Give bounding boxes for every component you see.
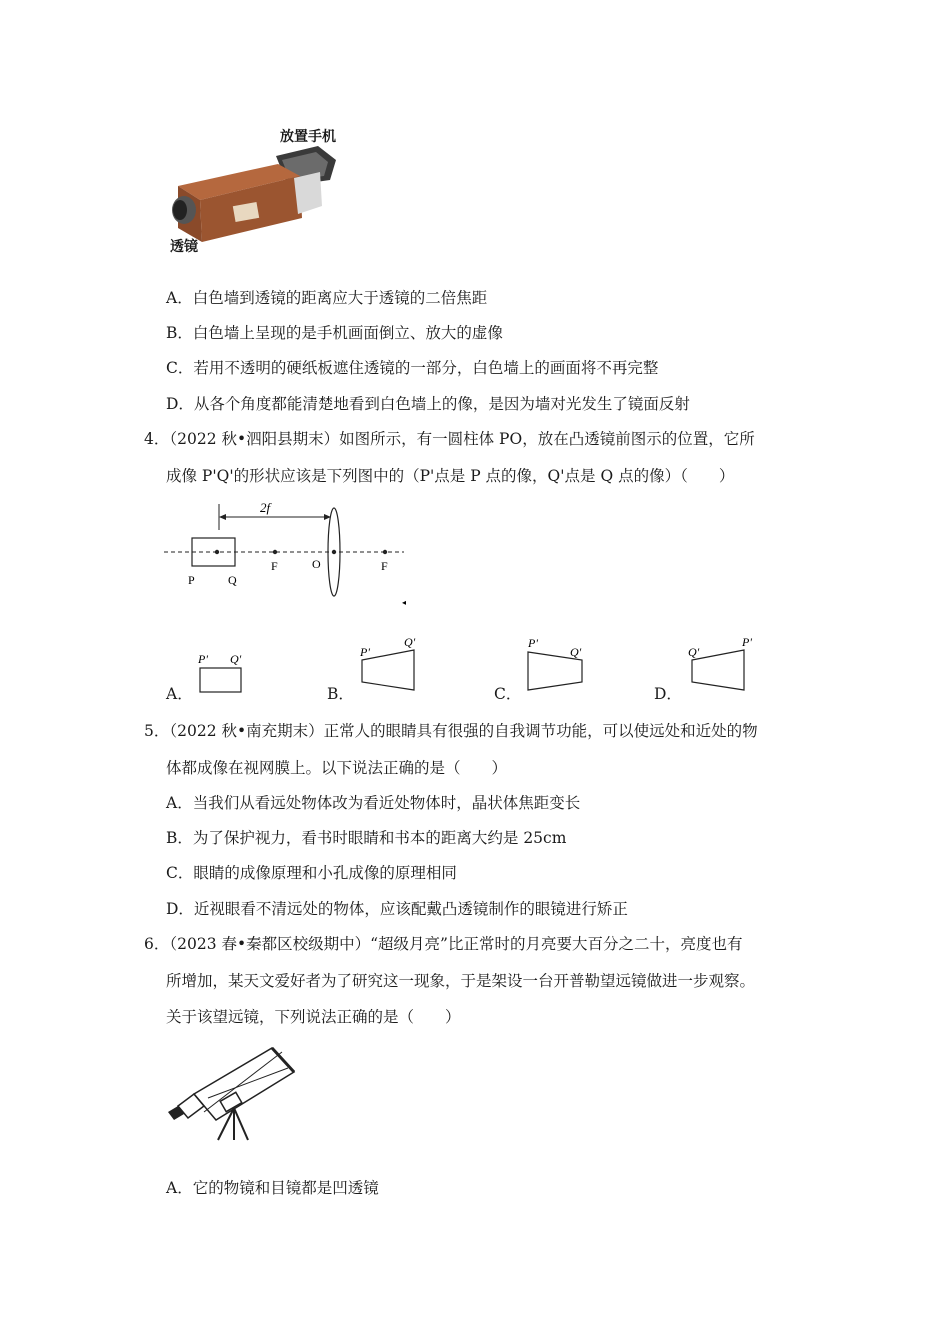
q5-stem-line1: 5．（2022 秋•南充期末）正常人的眼睛具有很强的自我调节功能，可以使远处和近处的物 <box>144 722 758 740</box>
q4-choice-b-label: B． <box>327 685 354 703</box>
point-q-label: Q <box>228 573 237 587</box>
phone-projector-figure <box>168 124 348 259</box>
svg-text:P': P' <box>360 645 370 659</box>
q4-choice-c-shape <box>524 632 594 692</box>
svg-text:P': P' <box>742 635 752 649</box>
focus-left-label: F <box>271 559 278 573</box>
q4-stem-line1: 4．（2022 秋•泗阳县期末）如图所示，有一圆柱体 PO，放在凸透镜前图示的位置，它所 <box>144 430 755 448</box>
q4-choice-d-shape <box>686 632 756 692</box>
q3-option-c: C．若用不透明的硬纸板遮住透镜的一部分，白色墙上的画面将不再完整 <box>166 359 659 377</box>
q3-option-d: D．从各个角度都能清楚地看到白色墙上的像，是因为墙对光发生了镜面反射 <box>166 395 690 413</box>
q4-choice-c-label: C． <box>494 685 522 703</box>
q5-option-c: C．眼睛的成像原理和小孔成像的原理相同 <box>166 864 457 882</box>
q4-choice-a-shape <box>196 648 256 698</box>
q6-stem-line1: 6．（2023 春•秦都区校级期中）“超级月亮”比正常时的月亮要大百分之二十，亮度也有 <box>144 935 743 953</box>
q5-option-a: A．当我们从看远处物体改为看近处物体时，晶状体焦距变长 <box>166 794 581 812</box>
label-place-phone: 放置手机 <box>280 129 336 145</box>
svg-text:Q': Q' <box>570 645 582 659</box>
dist-2f-label: 2f <box>260 500 271 515</box>
svg-text:P': P' <box>528 636 538 650</box>
svg-text:P': P' <box>198 652 208 666</box>
q6-stem-line3: 关于该望远镜，下列说法正确的是（ ） <box>166 1008 461 1026</box>
focus-right-label: F <box>381 559 388 573</box>
q3-option-a: A．白色墙到透镜的距离应大于透镜的二倍焦距 <box>166 289 488 307</box>
q5-option-b: B．为了保护视力，看书时眼睛和书本的距离大约是 25cm <box>166 829 567 847</box>
point-p-label: P <box>188 573 195 587</box>
q4-choice-d-label: D． <box>654 685 682 703</box>
q5-stem-line2: 体都成像在视网膜上。以下说法正确的是（ ） <box>166 759 508 777</box>
q6-stem-line2: 所增加，某天文爱好者为了研究这一现象，于是架设一台开普勒望远镜做进一步观察。 <box>166 972 756 990</box>
label-lens: 透镜 <box>170 239 198 255</box>
center-o-label: O <box>312 557 321 571</box>
svg-text:◂: ◂ <box>402 598 407 607</box>
lens-diagram <box>160 500 420 610</box>
q5-option-d: D．近视眼看不清远处的物体，应该配戴凸透镜制作的眼镜进行矫正 <box>166 900 628 918</box>
q6-option-a: A．它的物镜和目镜都是凹透镜 <box>166 1179 379 1197</box>
q4-stem-line2: 成像 P'Q'的形状应该是下列图中的（P'点是 P 点的像，Q'点是 Q 点的像）（ ） <box>166 467 735 485</box>
telescope-figure <box>164 1038 304 1143</box>
svg-text:Q': Q' <box>230 652 242 666</box>
q4-choice-a-label: A． <box>166 685 193 703</box>
q4-choice-b-shape <box>356 632 426 692</box>
q3-option-b: B．白色墙上呈现的是手机画面倒立、放大的虚像 <box>166 324 503 342</box>
svg-text:Q': Q' <box>688 645 700 659</box>
svg-text:Q': Q' <box>404 635 416 649</box>
